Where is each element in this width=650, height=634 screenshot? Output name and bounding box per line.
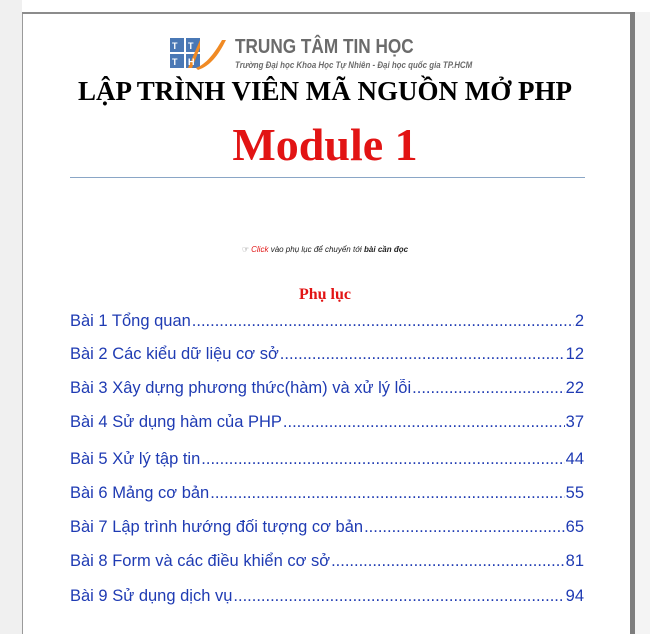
toc-leader-dots <box>233 587 564 606</box>
org-subtitle: Trường Đại học Khoa Học Tự Nhiên - Đại học quốc gia TP.HCM <box>235 60 473 70</box>
toc-link-label: Bài 8 Form và các điều khiển cơ sở <box>70 552 331 570</box>
toc-leader-dots <box>283 413 565 432</box>
toc-leader-dots <box>280 345 565 364</box>
toc-link-label: Bài 7 Lập trình hướng đối tượng cơ bản <box>70 518 364 536</box>
toc-link-lesson-8[interactable] <box>70 552 584 576</box>
org-name: TRUNG TÂM TIN HỌC <box>235 36 414 58</box>
module-title: Module 1 <box>232 119 418 170</box>
toc-leader-dots <box>331 552 565 571</box>
toc-page-number: 81 <box>565 552 584 570</box>
toc-page-number: 65 <box>565 518 584 536</box>
toc-page-number: 94 <box>565 587 584 605</box>
toc-link-lesson-9[interactable] <box>70 587 584 611</box>
toc-page-number: 55 <box>565 484 584 502</box>
toc-page-number: 12 <box>565 345 584 363</box>
toc-leader-dots <box>201 450 564 469</box>
pointing-hand-icon: ☞ <box>241 245 250 254</box>
toc-link-label: Bài 9 Sử dụng dịch vụ <box>70 587 233 605</box>
toc-link-label: Bài 5 Xử lý tập tin <box>70 450 201 468</box>
toc-page-number: 37 <box>565 413 584 431</box>
svg-text:T: T <box>172 41 178 51</box>
toc-link-lesson-5[interactable] <box>70 450 584 474</box>
toc-leader-dots <box>364 518 565 537</box>
hint-click-word: Click <box>251 245 269 254</box>
toc-link-label: Bài 6 Mảng cơ bản <box>70 484 210 502</box>
toc-link-label: Bài 2 Các kiểu dữ liệu cơ sở <box>70 345 279 363</box>
navigation-hint <box>0 245 650 254</box>
toc-page-number: 22 <box>565 379 584 397</box>
svg-text:T: T <box>172 57 178 67</box>
toc-page-number: 44 <box>565 450 584 468</box>
toc-page-number: 2 <box>574 312 584 330</box>
toc-link-lesson-3[interactable] <box>70 379 584 403</box>
course-title: LẬP TRÌNH VIÊN MÃ NGUỒN MỞ PHP <box>77 76 572 106</box>
title-divider <box>70 177 585 178</box>
toc-link-label: Bài 1 Tổng quan <box>70 312 191 330</box>
toc-leader-dots <box>412 379 564 398</box>
toc-link-lesson-1[interactable] <box>70 312 584 336</box>
hint-middle-text: vào phụ lục để chuyển tới <box>270 245 362 254</box>
svg-text:H: H <box>188 57 195 67</box>
toc-heading: Phụ lục <box>298 286 351 303</box>
logo-swoosh-icon <box>196 40 226 70</box>
toc-link-lesson-4[interactable] <box>70 413 584 437</box>
toc-link-label: Bài 4 Sử dụng hàm của PHP <box>70 413 282 431</box>
toc-link-label: Bài 3 Xây dựng phương thức(hàm) và xử lý lỗi <box>70 379 412 397</box>
toc-leader-dots <box>192 312 574 331</box>
toc-link-lesson-2[interactable] <box>70 345 584 369</box>
toc-link-lesson-6[interactable] <box>70 484 584 508</box>
hint-target-text: bài cần đọc <box>364 245 409 254</box>
toc-link-lesson-7[interactable] <box>70 518 584 542</box>
toc-leader-dots <box>210 484 564 503</box>
svg-text:T: T <box>188 41 194 51</box>
